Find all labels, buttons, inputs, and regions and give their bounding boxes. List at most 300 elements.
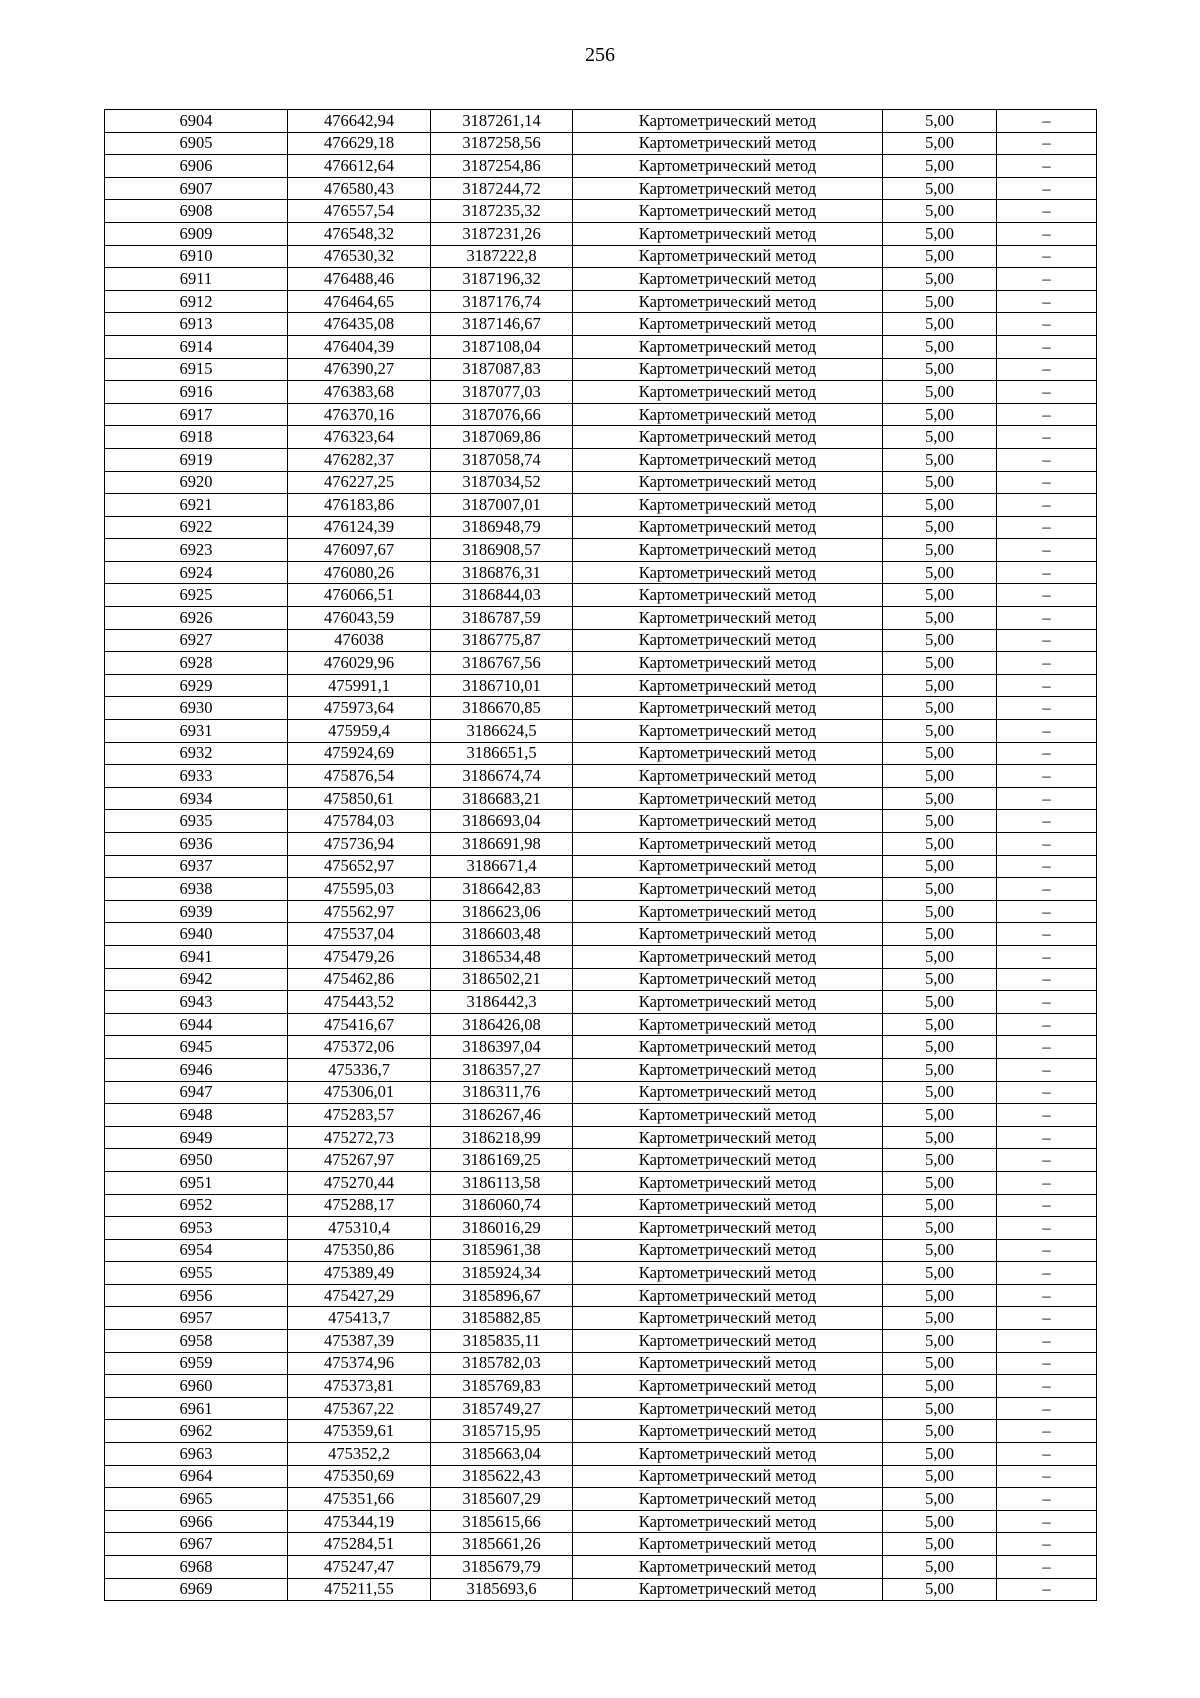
y-coordinate-cell: 3185663,04 bbox=[431, 1443, 573, 1466]
point-number-cell: 6931 bbox=[105, 720, 288, 743]
accuracy-cell: 5,00 bbox=[883, 1194, 997, 1217]
x-coordinate-cell: 475387,39 bbox=[288, 1330, 431, 1353]
method-cell: Картометрический метод bbox=[573, 1397, 883, 1420]
point-number-cell: 6947 bbox=[105, 1081, 288, 1104]
method-cell: Картометрический метод bbox=[573, 245, 883, 268]
description-cell: – bbox=[997, 1013, 1097, 1036]
point-number-cell: 6936 bbox=[105, 833, 288, 856]
accuracy-cell: 5,00 bbox=[883, 810, 997, 833]
table-row bbox=[105, 652, 1097, 675]
y-coordinate-cell: 3185924,34 bbox=[431, 1262, 573, 1285]
accuracy-cell: 5,00 bbox=[883, 403, 997, 426]
method-cell: Картометрический метод bbox=[573, 674, 883, 697]
description-cell: – bbox=[997, 1307, 1097, 1330]
accuracy-cell: 5,00 bbox=[883, 833, 997, 856]
description-cell: – bbox=[997, 1533, 1097, 1556]
method-cell: Картометрический метод bbox=[573, 607, 883, 630]
method-cell: Картометрический метод bbox=[573, 110, 883, 133]
table-row bbox=[105, 426, 1097, 449]
table-row bbox=[105, 1081, 1097, 1104]
y-coordinate-cell: 3186113,58 bbox=[431, 1171, 573, 1194]
method-cell: Картометрический метод bbox=[573, 1465, 883, 1488]
point-number-cell: 6969 bbox=[105, 1578, 288, 1601]
description-cell: – bbox=[997, 403, 1097, 426]
description-cell: – bbox=[997, 1036, 1097, 1059]
method-cell: Картометрический метод bbox=[573, 494, 883, 517]
y-coordinate-cell: 3186311,76 bbox=[431, 1081, 573, 1104]
y-coordinate-cell: 3186787,59 bbox=[431, 607, 573, 630]
accuracy-cell: 5,00 bbox=[883, 968, 997, 991]
method-cell: Картометрический метод bbox=[573, 290, 883, 313]
description-cell: – bbox=[997, 426, 1097, 449]
x-coordinate-cell: 475284,51 bbox=[288, 1533, 431, 1556]
y-coordinate-cell: 3186426,08 bbox=[431, 1013, 573, 1036]
point-number-cell: 6919 bbox=[105, 448, 288, 471]
x-coordinate-cell: 475784,03 bbox=[288, 810, 431, 833]
y-coordinate-cell: 3186671,4 bbox=[431, 855, 573, 878]
method-cell: Картометрический метод bbox=[573, 471, 883, 494]
description-cell: – bbox=[997, 1397, 1097, 1420]
method-cell: Картометрический метод bbox=[573, 1443, 883, 1466]
x-coordinate-cell: 476038 bbox=[288, 629, 431, 652]
method-cell: Картометрический метод bbox=[573, 381, 883, 404]
x-coordinate-cell: 475413,7 bbox=[288, 1307, 431, 1330]
method-cell: Картометрический метод bbox=[573, 787, 883, 810]
point-number-cell: 6930 bbox=[105, 697, 288, 720]
point-number-cell: 6908 bbox=[105, 200, 288, 223]
y-coordinate-cell: 3186948,79 bbox=[431, 516, 573, 539]
point-number-cell: 6949 bbox=[105, 1126, 288, 1149]
accuracy-cell: 5,00 bbox=[883, 742, 997, 765]
table-row bbox=[105, 1465, 1097, 1488]
x-coordinate-cell: 475959,4 bbox=[288, 720, 431, 743]
table-row bbox=[105, 629, 1097, 652]
method-cell: Картометрический метод bbox=[573, 855, 883, 878]
point-number-cell: 6953 bbox=[105, 1217, 288, 1240]
accuracy-cell: 5,00 bbox=[883, 539, 997, 562]
y-coordinate-cell: 3187254,86 bbox=[431, 155, 573, 178]
table-row bbox=[105, 222, 1097, 245]
x-coordinate-cell: 476066,51 bbox=[288, 584, 431, 607]
y-coordinate-cell: 3187077,03 bbox=[431, 381, 573, 404]
point-number-cell: 6960 bbox=[105, 1375, 288, 1398]
table-row bbox=[105, 1578, 1097, 1601]
y-coordinate-cell: 3185622,43 bbox=[431, 1465, 573, 1488]
table-row bbox=[105, 539, 1097, 562]
description-cell: – bbox=[997, 155, 1097, 178]
y-coordinate-cell: 3187058,74 bbox=[431, 448, 573, 471]
description-cell: – bbox=[997, 1194, 1097, 1217]
y-coordinate-cell: 3187176,74 bbox=[431, 290, 573, 313]
accuracy-cell: 5,00 bbox=[883, 381, 997, 404]
x-coordinate-cell: 475991,1 bbox=[288, 674, 431, 697]
point-number-cell: 6966 bbox=[105, 1510, 288, 1533]
description-cell: – bbox=[997, 945, 1097, 968]
table-row bbox=[105, 155, 1097, 178]
point-number-cell: 6915 bbox=[105, 358, 288, 381]
y-coordinate-cell: 3186670,85 bbox=[431, 697, 573, 720]
method-cell: Картометрический метод bbox=[573, 1262, 883, 1285]
method-cell: Картометрический метод bbox=[573, 1307, 883, 1330]
x-coordinate-cell: 475351,66 bbox=[288, 1488, 431, 1511]
y-coordinate-cell: 3186502,21 bbox=[431, 968, 573, 991]
method-cell: Картометрический метод bbox=[573, 268, 883, 291]
table-row bbox=[105, 1284, 1097, 1307]
table-row bbox=[105, 561, 1097, 584]
x-coordinate-cell: 476557,54 bbox=[288, 200, 431, 223]
description-cell: – bbox=[997, 313, 1097, 336]
accuracy-cell: 5,00 bbox=[883, 561, 997, 584]
description-cell: – bbox=[997, 268, 1097, 291]
point-number-cell: 6957 bbox=[105, 1307, 288, 1330]
table-row bbox=[105, 991, 1097, 1014]
method-cell: Картометрический метод bbox=[573, 1126, 883, 1149]
table-row bbox=[105, 1420, 1097, 1443]
y-coordinate-cell: 3185769,83 bbox=[431, 1375, 573, 1398]
y-coordinate-cell: 3187146,67 bbox=[431, 313, 573, 336]
y-coordinate-cell: 3185615,66 bbox=[431, 1510, 573, 1533]
method-cell: Картометрический метод bbox=[573, 1556, 883, 1579]
method-cell: Картометрический метод bbox=[573, 132, 883, 155]
accuracy-cell: 5,00 bbox=[883, 132, 997, 155]
table-row bbox=[105, 878, 1097, 901]
table-row bbox=[105, 1171, 1097, 1194]
description-cell: – bbox=[997, 855, 1097, 878]
table-row bbox=[105, 1058, 1097, 1081]
table-row bbox=[105, 358, 1097, 381]
description-cell: – bbox=[997, 471, 1097, 494]
y-coordinate-cell: 3186623,06 bbox=[431, 900, 573, 923]
table-row bbox=[105, 313, 1097, 336]
x-coordinate-cell: 475850,61 bbox=[288, 787, 431, 810]
method-cell: Картометрический метод bbox=[573, 1510, 883, 1533]
y-coordinate-cell: 3186397,04 bbox=[431, 1036, 573, 1059]
method-cell: Картометрический метод bbox=[573, 720, 883, 743]
description-cell: – bbox=[997, 222, 1097, 245]
x-coordinate-cell: 475306,01 bbox=[288, 1081, 431, 1104]
point-number-cell: 6950 bbox=[105, 1149, 288, 1172]
description-cell: – bbox=[997, 110, 1097, 133]
point-number-cell: 6948 bbox=[105, 1104, 288, 1127]
point-number-cell: 6934 bbox=[105, 787, 288, 810]
description-cell: – bbox=[997, 878, 1097, 901]
point-number-cell: 6928 bbox=[105, 652, 288, 675]
x-coordinate-cell: 475270,44 bbox=[288, 1171, 431, 1194]
x-coordinate-cell: 475372,06 bbox=[288, 1036, 431, 1059]
x-coordinate-cell: 475373,81 bbox=[288, 1375, 431, 1398]
table-row bbox=[105, 1036, 1097, 1059]
table-row bbox=[105, 923, 1097, 946]
method-cell: Картометрический метод bbox=[573, 833, 883, 856]
x-coordinate-cell: 476183,86 bbox=[288, 494, 431, 517]
method-cell: Картометрический метод bbox=[573, 1013, 883, 1036]
accuracy-cell: 5,00 bbox=[883, 1533, 997, 1556]
point-number-cell: 6916 bbox=[105, 381, 288, 404]
x-coordinate-cell: 476043,59 bbox=[288, 607, 431, 630]
method-cell: Картометрический метод bbox=[573, 1081, 883, 1104]
x-coordinate-cell: 476488,46 bbox=[288, 268, 431, 291]
accuracy-cell: 5,00 bbox=[883, 1013, 997, 1036]
table-row bbox=[105, 335, 1097, 358]
y-coordinate-cell: 3186876,31 bbox=[431, 561, 573, 584]
accuracy-cell: 5,00 bbox=[883, 945, 997, 968]
accuracy-cell: 5,00 bbox=[883, 245, 997, 268]
description-cell: – bbox=[997, 923, 1097, 946]
point-number-cell: 6958 bbox=[105, 1330, 288, 1353]
method-cell: Картометрический метод bbox=[573, 448, 883, 471]
accuracy-cell: 5,00 bbox=[883, 110, 997, 133]
method-cell: Картометрический метод bbox=[573, 1149, 883, 1172]
method-cell: Картометрический метод bbox=[573, 900, 883, 923]
point-number-cell: 6943 bbox=[105, 991, 288, 1014]
accuracy-cell: 5,00 bbox=[883, 494, 997, 517]
accuracy-cell: 5,00 bbox=[883, 335, 997, 358]
y-coordinate-cell: 3185749,27 bbox=[431, 1397, 573, 1420]
description-cell: – bbox=[997, 697, 1097, 720]
y-coordinate-cell: 3185661,26 bbox=[431, 1533, 573, 1556]
accuracy-cell: 5,00 bbox=[883, 629, 997, 652]
accuracy-cell: 5,00 bbox=[883, 1510, 997, 1533]
point-number-cell: 6961 bbox=[105, 1397, 288, 1420]
table-row bbox=[105, 900, 1097, 923]
x-coordinate-cell: 475374,96 bbox=[288, 1352, 431, 1375]
point-number-cell: 6935 bbox=[105, 810, 288, 833]
table-row bbox=[105, 674, 1097, 697]
accuracy-cell: 5,00 bbox=[883, 1149, 997, 1172]
accuracy-cell: 5,00 bbox=[883, 1307, 997, 1330]
accuracy-cell: 5,00 bbox=[883, 720, 997, 743]
y-coordinate-cell: 3185835,11 bbox=[431, 1330, 573, 1353]
y-coordinate-cell: 3187076,66 bbox=[431, 403, 573, 426]
point-number-cell: 6952 bbox=[105, 1194, 288, 1217]
point-number-cell: 6925 bbox=[105, 584, 288, 607]
y-coordinate-cell: 3186693,04 bbox=[431, 810, 573, 833]
y-coordinate-cell: 3187069,86 bbox=[431, 426, 573, 449]
point-number-cell: 6963 bbox=[105, 1443, 288, 1466]
point-number-cell: 6924 bbox=[105, 561, 288, 584]
accuracy-cell: 5,00 bbox=[883, 426, 997, 449]
accuracy-cell: 5,00 bbox=[883, 1058, 997, 1081]
x-coordinate-cell: 475367,22 bbox=[288, 1397, 431, 1420]
description-cell: – bbox=[997, 652, 1097, 675]
point-number-cell: 6905 bbox=[105, 132, 288, 155]
y-coordinate-cell: 3187087,83 bbox=[431, 358, 573, 381]
x-coordinate-cell: 476227,25 bbox=[288, 471, 431, 494]
x-coordinate-cell: 476080,26 bbox=[288, 561, 431, 584]
table-row bbox=[105, 1307, 1097, 1330]
method-cell: Картометрический метод bbox=[573, 403, 883, 426]
accuracy-cell: 5,00 bbox=[883, 1330, 997, 1353]
accuracy-cell: 5,00 bbox=[883, 1465, 997, 1488]
y-coordinate-cell: 3186624,5 bbox=[431, 720, 573, 743]
description-cell: – bbox=[997, 674, 1097, 697]
method-cell: Картометрический метод bbox=[573, 358, 883, 381]
accuracy-cell: 5,00 bbox=[883, 177, 997, 200]
point-number-cell: 6939 bbox=[105, 900, 288, 923]
table-row bbox=[105, 1330, 1097, 1353]
point-number-cell: 6907 bbox=[105, 177, 288, 200]
y-coordinate-cell: 3185693,6 bbox=[431, 1578, 573, 1601]
description-cell: – bbox=[997, 335, 1097, 358]
accuracy-cell: 5,00 bbox=[883, 516, 997, 539]
description-cell: – bbox=[997, 1352, 1097, 1375]
method-cell: Картометрический метод bbox=[573, 945, 883, 968]
table-row bbox=[105, 516, 1097, 539]
accuracy-cell: 5,00 bbox=[883, 855, 997, 878]
method-cell: Картометрический метод bbox=[573, 1375, 883, 1398]
description-cell: – bbox=[997, 1488, 1097, 1511]
y-coordinate-cell: 3186767,56 bbox=[431, 652, 573, 675]
table-row bbox=[105, 787, 1097, 810]
method-cell: Картометрический метод bbox=[573, 426, 883, 449]
accuracy-cell: 5,00 bbox=[883, 1578, 997, 1601]
method-cell: Картометрический метод bbox=[573, 923, 883, 946]
point-number-cell: 6911 bbox=[105, 268, 288, 291]
accuracy-cell: 5,00 bbox=[883, 313, 997, 336]
table-row bbox=[105, 855, 1097, 878]
description-cell: – bbox=[997, 584, 1097, 607]
method-cell: Картометрический метод bbox=[573, 1171, 883, 1194]
accuracy-cell: 5,00 bbox=[883, 1397, 997, 1420]
description-cell: – bbox=[997, 1556, 1097, 1579]
x-coordinate-cell: 475350,86 bbox=[288, 1239, 431, 1262]
point-number-cell: 6923 bbox=[105, 539, 288, 562]
y-coordinate-cell: 3186603,48 bbox=[431, 923, 573, 946]
x-coordinate-cell: 475272,73 bbox=[288, 1126, 431, 1149]
table-row bbox=[105, 833, 1097, 856]
x-coordinate-cell: 475973,64 bbox=[288, 697, 431, 720]
accuracy-cell: 5,00 bbox=[883, 222, 997, 245]
point-number-cell: 6940 bbox=[105, 923, 288, 946]
accuracy-cell: 5,00 bbox=[883, 900, 997, 923]
x-coordinate-cell: 475924,69 bbox=[288, 742, 431, 765]
accuracy-cell: 5,00 bbox=[883, 358, 997, 381]
accuracy-cell: 5,00 bbox=[883, 584, 997, 607]
accuracy-cell: 5,00 bbox=[883, 697, 997, 720]
x-coordinate-cell: 476282,37 bbox=[288, 448, 431, 471]
x-coordinate-cell: 476435,08 bbox=[288, 313, 431, 336]
description-cell: – bbox=[997, 245, 1097, 268]
accuracy-cell: 5,00 bbox=[883, 1081, 997, 1104]
point-number-cell: 6937 bbox=[105, 855, 288, 878]
table-row bbox=[105, 945, 1097, 968]
description-cell: – bbox=[997, 1465, 1097, 1488]
description-cell: – bbox=[997, 900, 1097, 923]
x-coordinate-cell: 475350,69 bbox=[288, 1465, 431, 1488]
x-coordinate-cell: 475267,97 bbox=[288, 1149, 431, 1172]
point-number-cell: 6906 bbox=[105, 155, 288, 178]
point-number-cell: 6965 bbox=[105, 1488, 288, 1511]
table-row bbox=[105, 1443, 1097, 1466]
accuracy-cell: 5,00 bbox=[883, 1443, 997, 1466]
method-cell: Картометрический метод bbox=[573, 810, 883, 833]
x-coordinate-cell: 475247,47 bbox=[288, 1556, 431, 1579]
y-coordinate-cell: 3186651,5 bbox=[431, 742, 573, 765]
x-coordinate-cell: 475595,03 bbox=[288, 878, 431, 901]
point-number-cell: 6904 bbox=[105, 110, 288, 133]
table-row bbox=[105, 1488, 1097, 1511]
y-coordinate-cell: 3185715,95 bbox=[431, 1420, 573, 1443]
x-coordinate-cell: 475537,04 bbox=[288, 923, 431, 946]
accuracy-cell: 5,00 bbox=[883, 991, 997, 1014]
method-cell: Картометрический метод bbox=[573, 968, 883, 991]
method-cell: Картометрический метод bbox=[573, 1488, 883, 1511]
page-number: 256 bbox=[585, 44, 615, 66]
description-cell: – bbox=[997, 132, 1097, 155]
accuracy-cell: 5,00 bbox=[883, 1262, 997, 1285]
description-cell: – bbox=[997, 1284, 1097, 1307]
method-cell: Картометрический метод bbox=[573, 697, 883, 720]
point-number-cell: 6959 bbox=[105, 1352, 288, 1375]
table-row bbox=[105, 607, 1097, 630]
x-coordinate-cell: 475427,29 bbox=[288, 1284, 431, 1307]
accuracy-cell: 5,00 bbox=[883, 200, 997, 223]
description-cell: – bbox=[997, 1443, 1097, 1466]
y-coordinate-cell: 3186357,27 bbox=[431, 1058, 573, 1081]
description-cell: – bbox=[997, 1217, 1097, 1240]
description-cell: – bbox=[997, 1262, 1097, 1285]
accuracy-cell: 5,00 bbox=[883, 1126, 997, 1149]
description-cell: – bbox=[997, 1375, 1097, 1398]
x-coordinate-cell: 475310,4 bbox=[288, 1217, 431, 1240]
description-cell: – bbox=[997, 1330, 1097, 1353]
description-cell: – bbox=[997, 494, 1097, 517]
x-coordinate-cell: 475352,2 bbox=[288, 1443, 431, 1466]
table-row bbox=[105, 290, 1097, 313]
y-coordinate-cell: 3187235,32 bbox=[431, 200, 573, 223]
table-row bbox=[105, 110, 1097, 133]
x-coordinate-cell: 476404,39 bbox=[288, 335, 431, 358]
description-cell: – bbox=[997, 1149, 1097, 1172]
description-cell: – bbox=[997, 448, 1097, 471]
point-number-cell: 6964 bbox=[105, 1465, 288, 1488]
table-row bbox=[105, 494, 1097, 517]
description-cell: – bbox=[997, 177, 1097, 200]
accuracy-cell: 5,00 bbox=[883, 1556, 997, 1579]
description-cell: – bbox=[997, 290, 1097, 313]
point-number-cell: 6917 bbox=[105, 403, 288, 426]
x-coordinate-cell: 475416,67 bbox=[288, 1013, 431, 1036]
accuracy-cell: 5,00 bbox=[883, 448, 997, 471]
description-cell: – bbox=[997, 720, 1097, 743]
accuracy-cell: 5,00 bbox=[883, 652, 997, 675]
table-row bbox=[105, 584, 1097, 607]
y-coordinate-cell: 3187034,52 bbox=[431, 471, 573, 494]
x-coordinate-cell: 475359,61 bbox=[288, 1420, 431, 1443]
description-cell: – bbox=[997, 1510, 1097, 1533]
y-coordinate-cell: 3185679,79 bbox=[431, 1556, 573, 1579]
method-cell: Картометрический метод bbox=[573, 1036, 883, 1059]
y-coordinate-cell: 3186218,99 bbox=[431, 1126, 573, 1149]
point-number-cell: 6945 bbox=[105, 1036, 288, 1059]
x-coordinate-cell: 476642,94 bbox=[288, 110, 431, 133]
x-coordinate-cell: 476530,32 bbox=[288, 245, 431, 268]
accuracy-cell: 5,00 bbox=[883, 1104, 997, 1127]
x-coordinate-cell: 476029,96 bbox=[288, 652, 431, 675]
table-row bbox=[105, 1239, 1097, 1262]
accuracy-cell: 5,00 bbox=[883, 1217, 997, 1240]
description-cell: – bbox=[997, 561, 1097, 584]
y-coordinate-cell: 3187007,01 bbox=[431, 494, 573, 517]
accuracy-cell: 5,00 bbox=[883, 290, 997, 313]
point-number-cell: 6954 bbox=[105, 1239, 288, 1262]
method-cell: Картометрический метод bbox=[573, 1578, 883, 1601]
x-coordinate-cell: 475443,52 bbox=[288, 991, 431, 1014]
point-number-cell: 6956 bbox=[105, 1284, 288, 1307]
table-row bbox=[105, 1013, 1097, 1036]
point-number-cell: 6920 bbox=[105, 471, 288, 494]
x-coordinate-cell: 476370,16 bbox=[288, 403, 431, 426]
